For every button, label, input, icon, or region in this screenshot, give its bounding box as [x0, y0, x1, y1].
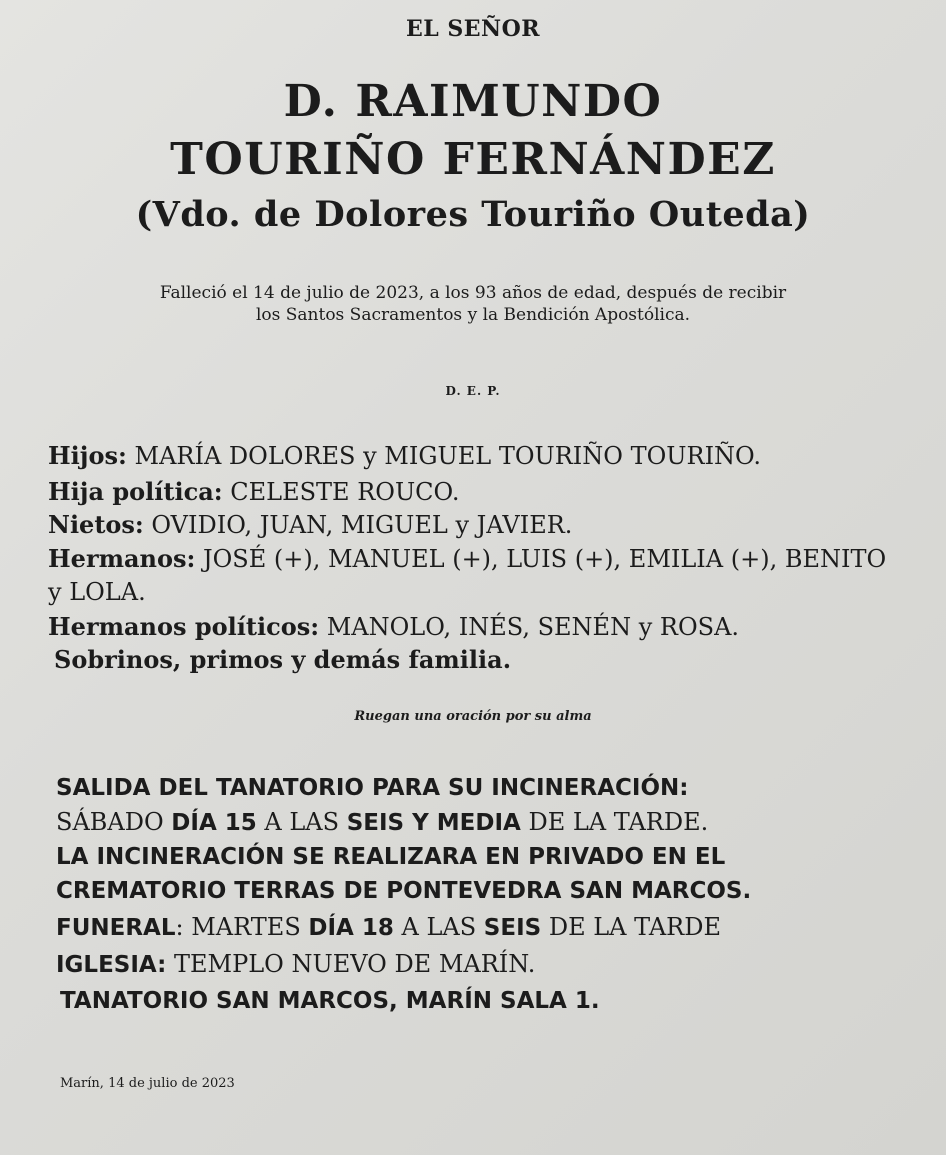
siblings-in-law-value: MANOLO, INÉS, SENÉN y ROSA.: [319, 613, 740, 641]
deceased-name-line2: TOURIÑO FERNÁNDEZ: [170, 134, 776, 185]
departure-day-prefix: SÁBADO: [56, 808, 172, 836]
family-siblings-in-law: [48, 612, 739, 641]
place-date: Marín, 14 de julio de 2023: [60, 1076, 235, 1091]
departure-connector: A LAS: [256, 808, 347, 836]
family-children: [48, 441, 761, 470]
siblings-in-law-label: Hermanos políticos:: [48, 612, 320, 641]
departure-suffix: DE LA TARDE.: [520, 808, 709, 836]
rip-mark: D. E. P.: [445, 384, 501, 398]
church-value: TEMPLO NUEVO DE MARÍN.: [166, 950, 536, 978]
widower-of: (Vdo. de Dolores Touriño Outeda): [135, 194, 811, 235]
funeral-suffix: DE LA TARDE: [541, 913, 721, 941]
children-value: MARÍA DOLORES y MIGUEL TOURIÑO TOURIÑO.: [126, 442, 761, 470]
children-label: Hijos:: [48, 441, 127, 470]
grandchildren-value: OVIDIO, JUAN, MIGUEL y JAVIER.: [143, 511, 573, 539]
overline: EL SEÑOR: [405, 16, 541, 42]
siblings-value: JOSÉ (+), MANUEL (+), LUIS (+), EMILIA (+), BENITO: [195, 545, 887, 573]
cremation-line2-text: CREMATORIO TERRAS DE PONTEVEDRA SAN MARCOS.: [56, 878, 752, 904]
funeral-label: FUNERAL: [56, 915, 176, 941]
deceased-name-line1: D. RAIMUNDO: [283, 76, 663, 127]
departure-heading-text: SALIDA DEL TANATORIO PARA SU INCINERACIÓN:: [56, 775, 689, 801]
family-siblings: [48, 544, 886, 573]
family-others: [54, 645, 511, 674]
siblings-label: Hermanos:: [48, 544, 196, 573]
death-notice-line1: Falleció el 14 de julio de 2023, a los 93 años de edad, después de recibir: [159, 283, 787, 303]
departure-heading: [56, 774, 688, 802]
cremation-line2: [56, 877, 751, 905]
departure-hour: SEIS Y MEDIA: [346, 810, 521, 836]
daughter-in-law-label: Hija política:: [48, 477, 223, 506]
funeral-home: [60, 987, 600, 1015]
funeral-connector: A LAS: [393, 913, 484, 941]
others-label: Sobrinos, primos y demás familia.: [54, 645, 512, 674]
death-notice-line2: los Santos Sacramentos y la Bendición Apostólica.: [255, 305, 691, 325]
departure-day: DÍA 15: [171, 810, 257, 836]
family-daughter-in-law: [48, 477, 459, 506]
funeral-home-text: TANATORIO SAN MARCOS, MARÍN SALA 1.: [60, 988, 600, 1014]
funeral-day: DÍA 18: [308, 915, 394, 941]
grandchildren-label: Nietos:: [48, 510, 144, 539]
church: [56, 950, 535, 979]
family-grandchildren: [48, 510, 572, 539]
family-siblings-continued: y LOLA.: [48, 578, 146, 606]
funeral-day-prefix: : MARTES: [175, 913, 309, 941]
cremation-line1: [56, 843, 725, 871]
departure-time: [56, 808, 708, 837]
funeral-time: [56, 913, 721, 942]
funeral-hour: SEIS: [483, 915, 542, 941]
daughter-in-law-value: CELESTE ROUCO.: [222, 478, 460, 506]
cremation-line1-text: LA INCINERACIÓN SE REALIZARA EN PRIVADO EN EL: [56, 844, 726, 870]
prayer-request: Ruegan una oración por su alma: [354, 709, 592, 724]
church-label: IGLESIA:: [56, 952, 167, 978]
